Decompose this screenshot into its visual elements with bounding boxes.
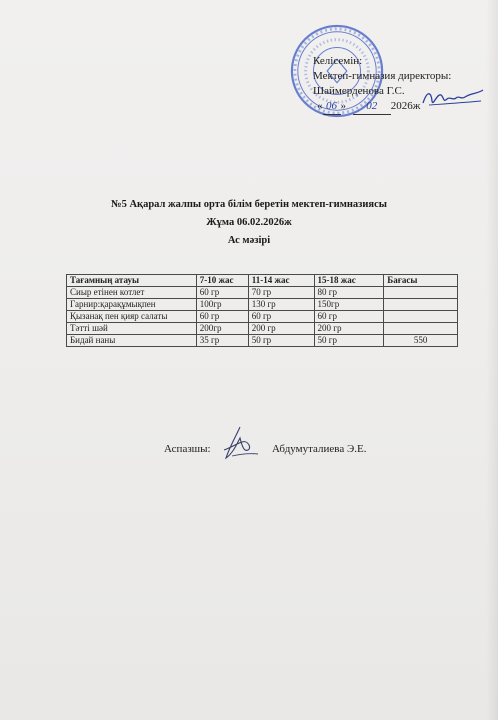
date-quote-close: » [340, 100, 346, 112]
cook-signature [218, 424, 264, 464]
dish-name: Бидай наны [67, 335, 197, 347]
portion-11-14: 130 гр [248, 299, 314, 311]
portion-7-10: 100гр [196, 299, 248, 311]
col-age-11-14: 11-14 жас [248, 275, 314, 287]
dish-name: Гарнир:қарақұмықпен [67, 299, 197, 311]
menu-date: Жұма 06.02.2026ж [206, 217, 292, 228]
price [384, 311, 458, 323]
portion-7-10: 35 гр [196, 335, 248, 347]
menu-table-header [67, 275, 458, 287]
portion-15-18: 60 гр [314, 311, 384, 323]
title-block [0, 196, 498, 250]
school-name: №5 Ақарал жалпы орта білім беретін мектеп-гимназиясы [111, 199, 387, 210]
col-age-7-10: 7-10 жас [196, 275, 248, 287]
portion-7-10: 200гр [196, 323, 248, 335]
col-dish: Тағамның атауы [67, 275, 197, 287]
portion-15-18: 200 гр [314, 323, 384, 335]
date-quote-open: « [317, 100, 323, 112]
portion-11-14: 50 гр [248, 335, 314, 347]
price [384, 323, 458, 335]
dish-name: Тәтті шәй [67, 323, 197, 335]
portion-15-18: 150гр [314, 299, 384, 311]
cook-name: Абдумуталиева Э.Е. [272, 443, 367, 455]
director-title: Мектеп-гимназия директоры: [313, 70, 452, 82]
price [384, 287, 458, 299]
director-signature [419, 85, 485, 113]
table-row [67, 311, 458, 323]
table-row [67, 323, 458, 335]
col-age-15-18: 15-18 жас [314, 275, 384, 287]
approval-heading: Келісемін: [313, 55, 363, 67]
portion-7-10: 60 гр [196, 287, 248, 299]
date-year: 2026ж [390, 100, 421, 112]
price: 550 [384, 335, 458, 347]
portion-11-14: 200 гр [248, 323, 314, 335]
dish-name: Қызанақ пен қияр салаты [67, 311, 197, 323]
portion-11-14: 70 гр [248, 287, 314, 299]
date-month: 02 [353, 99, 391, 115]
menu-title: Ас мәзірі [227, 235, 271, 246]
menu-table [66, 274, 458, 347]
table-row [67, 299, 458, 311]
portion-15-18: 50 гр [314, 335, 384, 347]
table-row [67, 335, 458, 347]
page-shadow [486, 0, 498, 720]
col-price: Бағасы [384, 275, 458, 287]
table-row [67, 287, 458, 299]
director-name: Шаймерденова Г.С. [313, 85, 405, 97]
dish-name: Сиыр етінен котлет [67, 287, 197, 299]
portion-7-10: 60 гр [196, 311, 248, 323]
price [384, 299, 458, 311]
portion-15-18: 80 гр [314, 287, 384, 299]
portion-11-14: 60 гр [248, 311, 314, 323]
date-day: 06 [323, 99, 341, 115]
cook-label: Аспазшы: [164, 443, 211, 455]
